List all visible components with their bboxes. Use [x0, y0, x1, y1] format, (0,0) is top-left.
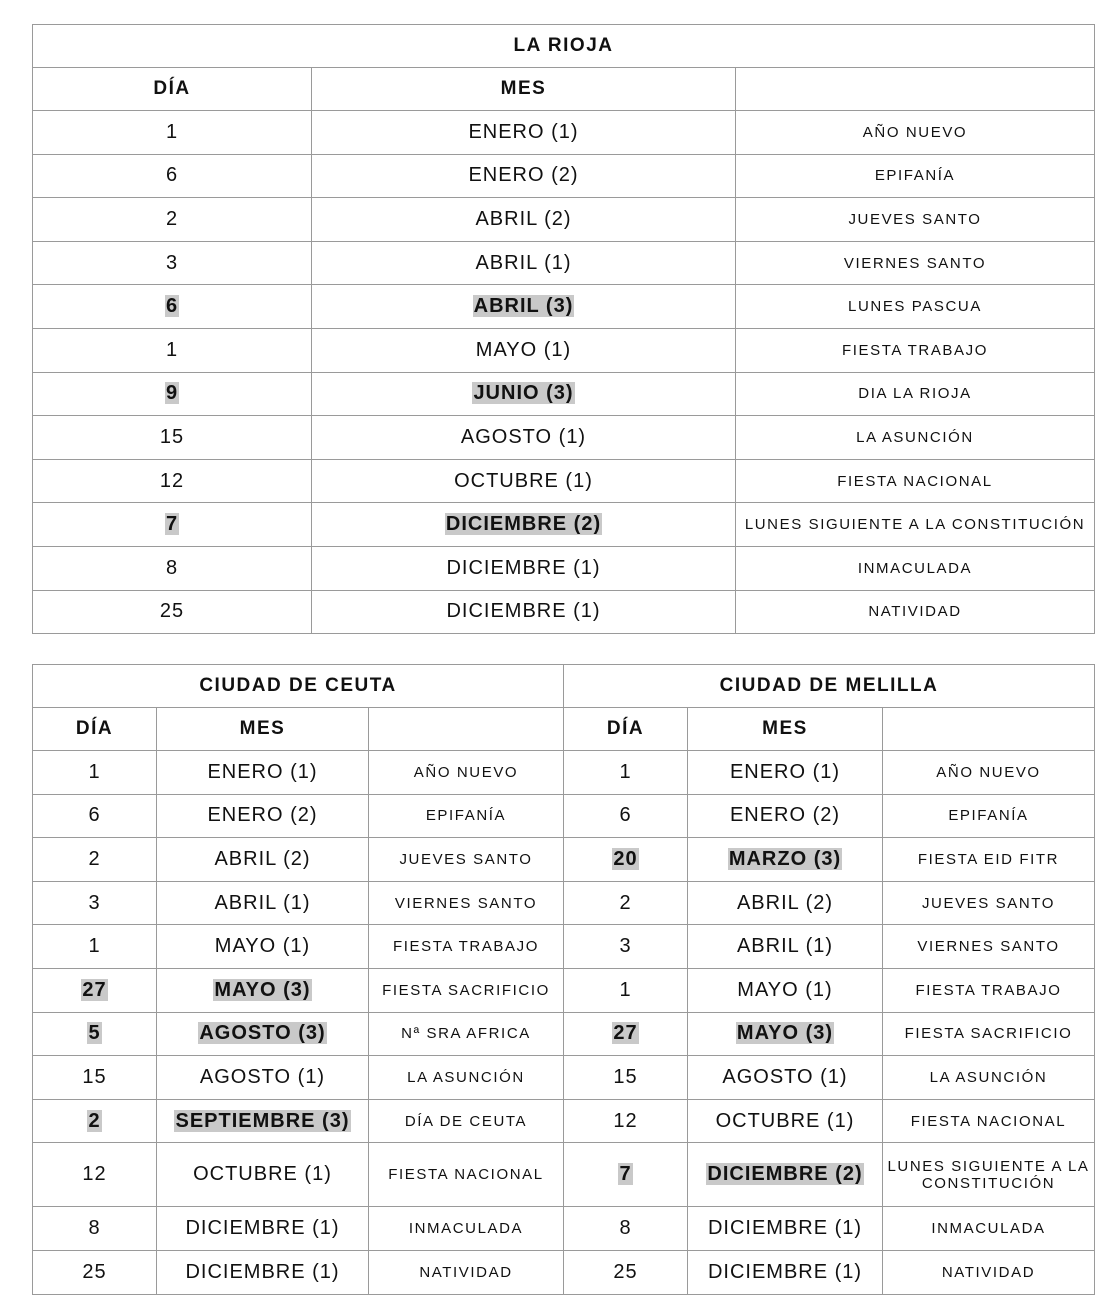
ceuta-dia-cell: 1: [33, 925, 157, 969]
rioja-dia-cell: 15: [33, 416, 312, 460]
ceuta-mes-cell: [157, 1012, 369, 1056]
melilla-desc-cell: INMACULADA: [883, 1207, 1095, 1251]
ceuta-melilla-table: [32, 664, 1095, 1295]
rioja-header-mes: MES: [312, 68, 736, 111]
ceuta-mes-cell: [157, 1099, 369, 1143]
ceuta-desc-cell: JUEVES SANTO: [369, 838, 564, 882]
rioja-desc-cell: AÑO NUEVO: [736, 111, 1095, 155]
melilla-dia-cell: 6: [564, 794, 688, 838]
table-row: [33, 1207, 1095, 1251]
melilla-mes-cell: ABRIL (2): [688, 881, 883, 925]
rioja-dia-cell: 2: [33, 198, 312, 242]
rioja-desc-cell: DIA LA RIOJA: [736, 372, 1095, 416]
ceuta-desc-cell: VIERNES SANTO: [369, 881, 564, 925]
melilla-desc-cell: VIERNES SANTO: [883, 925, 1095, 969]
melilla-desc-cell: FIESTA NACIONAL: [883, 1099, 1095, 1143]
table-row: [33, 925, 1095, 969]
melilla-dia-cell-highlight: 27: [613, 1022, 638, 1045]
rioja-desc-cell: INMACULADA: [736, 546, 1095, 590]
table-row: [33, 111, 1095, 155]
rioja-mes-cell: AGOSTO (1): [312, 416, 736, 460]
ceuta-mes-cell: AGOSTO (1): [157, 1056, 369, 1100]
rioja-mes-cell: ENERO (2): [312, 154, 736, 198]
rioja-desc-cell: LUNES PASCUA: [736, 285, 1095, 329]
rioja-table: [32, 24, 1095, 634]
rioja-dia-cell: [33, 503, 312, 547]
ceuta-dia-cell: [33, 968, 157, 1012]
table-row: [33, 590, 1095, 634]
rioja-mes-cell: ENERO (1): [312, 111, 736, 155]
ceuta-desc-cell: FIESTA SACRIFICIO: [369, 968, 564, 1012]
rioja-desc-cell: LUNES SIGUIENTE A LA CONSTITUCIÓN: [736, 503, 1095, 547]
ceuta-desc-cell: FIESTA TRABAJO: [369, 925, 564, 969]
ceuta-header-desc: [369, 708, 564, 751]
table-row: [33, 416, 1095, 460]
melilla-mes-cell-highlight: DICIEMBRE (2): [707, 1163, 863, 1186]
melilla-dia-cell: 2: [564, 881, 688, 925]
melilla-dia-cell-highlight: 20: [613, 847, 638, 870]
table-row: [33, 546, 1095, 590]
ceuta-desc-cell: AÑO NUEVO: [369, 751, 564, 795]
ceuta-mes-cell: DICIEMBRE (1): [157, 1207, 369, 1251]
rioja-mes-cell: OCTUBRE (1): [312, 459, 736, 503]
ceuta-mes-cell: ABRIL (2): [157, 838, 369, 882]
rioja-mes-cell-highlight: DICIEMBRE (2): [445, 513, 602, 536]
melilla-dia-cell: [564, 838, 688, 882]
melilla-mes-cell: DICIEMBRE (1): [688, 1250, 883, 1294]
rioja-desc-cell: LA ASUNCIÓN: [736, 416, 1095, 460]
melilla-dia-cell: [564, 1012, 688, 1056]
melilla-dia-cell: 12: [564, 1099, 688, 1143]
ceuta-mes-cell: MAYO (1): [157, 925, 369, 969]
ceuta-dia-cell: 3: [33, 881, 157, 925]
ceuta-mes-cell: OCTUBRE (1): [157, 1143, 369, 1207]
melilla-title: CIUDAD DE MELILLA: [564, 665, 1095, 708]
melilla-desc-cell: LA ASUNCIÓN: [883, 1056, 1095, 1100]
melilla-desc-cell: JUEVES SANTO: [883, 881, 1095, 925]
rioja-desc-cell: FIESTA NACIONAL: [736, 459, 1095, 503]
melilla-dia-cell: 3: [564, 925, 688, 969]
rioja-header-dia: DÍA: [33, 68, 312, 111]
rioja-mes-cell: [312, 372, 736, 416]
rioja-mes-cell-highlight: JUNIO (3): [473, 382, 574, 405]
melilla-header-dia: DÍA: [564, 708, 688, 751]
melilla-mes-cell: OCTUBRE (1): [688, 1099, 883, 1143]
table-row: [33, 503, 1095, 547]
ceuta-header-dia: DÍA: [33, 708, 157, 751]
rioja-desc-cell: JUEVES SANTO: [736, 198, 1095, 242]
rioja-mes-cell: ABRIL (2): [312, 198, 736, 242]
rioja-desc-cell: EPIFANÍA: [736, 154, 1095, 198]
rioja-dia-cell: 1: [33, 328, 312, 372]
ceuta-dia-cell: 12: [33, 1143, 157, 1207]
melilla-dia-cell: 25: [564, 1250, 688, 1294]
ceuta-mes-cell: ENERO (1): [157, 751, 369, 795]
ceuta-desc-cell: Nª SRA AFRICA: [369, 1012, 564, 1056]
table-row: [33, 1056, 1095, 1100]
table-row: [33, 285, 1095, 329]
ceuta-mes-cell-highlight: MAYO (3): [214, 978, 311, 1001]
rioja-dia-cell-highlight: 7: [165, 513, 179, 536]
table-row: [33, 1143, 1095, 1207]
rioja-title: LA RIOJA: [33, 25, 1095, 68]
ceuta-desc-cell: INMACULADA: [369, 1207, 564, 1251]
melilla-dia-cell: [564, 1143, 688, 1207]
table-row: [33, 154, 1095, 198]
rioja-mes-cell: [312, 503, 736, 547]
rioja-mes-cell: DICIEMBRE (1): [312, 590, 736, 634]
melilla-mes-cell: ENERO (1): [688, 751, 883, 795]
melilla-mes-cell: [688, 1012, 883, 1056]
rioja-dia-cell: 1: [33, 111, 312, 155]
ceuta-dia-cell-highlight: 27: [82, 978, 107, 1001]
ceuta-dia-cell: 8: [33, 1207, 157, 1251]
ceuta-mes-cell: DICIEMBRE (1): [157, 1250, 369, 1294]
melilla-dia-cell: 1: [564, 751, 688, 795]
melilla-mes-cell: [688, 838, 883, 882]
rioja-dia-cell: 8: [33, 546, 312, 590]
ceuta-mes-cell: ENERO (2): [157, 794, 369, 838]
melilla-dia-cell: 15: [564, 1056, 688, 1100]
rioja-mes-cell: DICIEMBRE (1): [312, 546, 736, 590]
melilla-mes-cell: ENERO (2): [688, 794, 883, 838]
melilla-desc-cell: FIESTA TRABAJO: [883, 968, 1095, 1012]
table-row: [33, 198, 1095, 242]
melilla-desc-cell: EPIFANÍA: [883, 794, 1095, 838]
melilla-header-mes: MES: [688, 708, 883, 751]
melilla-mes-cell: DICIEMBRE (1): [688, 1207, 883, 1251]
ceuta-dia-cell: 25: [33, 1250, 157, 1294]
ceuta-dia-cell: [33, 1099, 157, 1143]
table-row: [33, 838, 1095, 882]
ceuta-desc-cell: FIESTA NACIONAL: [369, 1143, 564, 1207]
table-row: [33, 794, 1095, 838]
ceuta-mes-cell: [157, 968, 369, 1012]
rioja-dia-cell-highlight: 9: [165, 382, 179, 405]
ceuta-desc-cell: EPIFANÍA: [369, 794, 564, 838]
table-row: [33, 881, 1095, 925]
ceuta-header-mes: MES: [157, 708, 369, 751]
rioja-dia-cell: 6: [33, 154, 312, 198]
rioja-dia-cell: [33, 372, 312, 416]
rioja-mes-cell: MAYO (1): [312, 328, 736, 372]
ceuta-dia-cell: 1: [33, 751, 157, 795]
melilla-mes-cell-highlight: MARZO (3): [728, 847, 842, 870]
melilla-desc-cell: LUNES SIGUIENTE A LA CONSTITUCIÓN: [883, 1143, 1095, 1207]
melilla-mes-cell: [688, 1143, 883, 1207]
melilla-desc-cell: FIESTA SACRIFICIO: [883, 1012, 1095, 1056]
table-row: [33, 372, 1095, 416]
table-row: [33, 459, 1095, 503]
melilla-desc-cell: AÑO NUEVO: [883, 751, 1095, 795]
ceuta-desc-cell: DÍA DE CEUTA: [369, 1099, 564, 1143]
melilla-mes-cell: ABRIL (1): [688, 925, 883, 969]
table-row: [33, 328, 1095, 372]
rioja-desc-cell: NATIVIDAD: [736, 590, 1095, 634]
melilla-mes-cell: MAYO (1): [688, 968, 883, 1012]
ceuta-title: CIUDAD DE CEUTA: [33, 665, 564, 708]
rioja-dia-cell: 3: [33, 241, 312, 285]
ceuta-mes-cell-highlight: AGOSTO (3): [199, 1022, 326, 1045]
ceuta-mes-cell-highlight: SEPTIEMBRE (3): [175, 1109, 350, 1132]
table-row: [33, 1099, 1095, 1143]
rioja-desc-cell: FIESTA TRABAJO: [736, 328, 1095, 372]
table-row: [33, 1012, 1095, 1056]
rioja-dia-cell: 25: [33, 590, 312, 634]
rioja-header-desc: [736, 68, 1095, 111]
melilla-mes-cell-highlight: MAYO (3): [736, 1022, 834, 1045]
ceuta-dia-cell: [33, 1012, 157, 1056]
melilla-header-desc: [883, 708, 1095, 751]
ceuta-mes-cell: ABRIL (1): [157, 881, 369, 925]
melilla-desc-cell: NATIVIDAD: [883, 1250, 1095, 1294]
rioja-dia-cell: 12: [33, 459, 312, 503]
table-row: [33, 751, 1095, 795]
melilla-dia-cell: 1: [564, 968, 688, 1012]
melilla-dia-cell-highlight: 7: [619, 1163, 632, 1186]
ceuta-desc-cell: LA ASUNCIÓN: [369, 1056, 564, 1100]
rioja-desc-cell: VIERNES SANTO: [736, 241, 1095, 285]
table-row: [33, 241, 1095, 285]
melilla-dia-cell: 8: [564, 1207, 688, 1251]
rioja-dia-cell-highlight: 6: [165, 295, 179, 318]
table-row: [33, 968, 1095, 1012]
ceuta-dia-cell: 15: [33, 1056, 157, 1100]
ceuta-dia-cell: 6: [33, 794, 157, 838]
table-row: [33, 1250, 1095, 1294]
melilla-mes-cell: AGOSTO (1): [688, 1056, 883, 1100]
rioja-mes-cell: ABRIL (1): [312, 241, 736, 285]
ceuta-dia-cell: 2: [33, 838, 157, 882]
rioja-dia-cell: [33, 285, 312, 329]
ceuta-desc-cell: NATIVIDAD: [369, 1250, 564, 1294]
melilla-desc-cell: FIESTA EID FITR: [883, 838, 1095, 882]
ceuta-dia-cell-highlight: 5: [88, 1022, 101, 1045]
rioja-mes-cell-highlight: ABRIL (3): [473, 295, 574, 318]
ceuta-dia-cell-highlight: 2: [88, 1109, 101, 1132]
rioja-mes-cell: [312, 285, 736, 329]
